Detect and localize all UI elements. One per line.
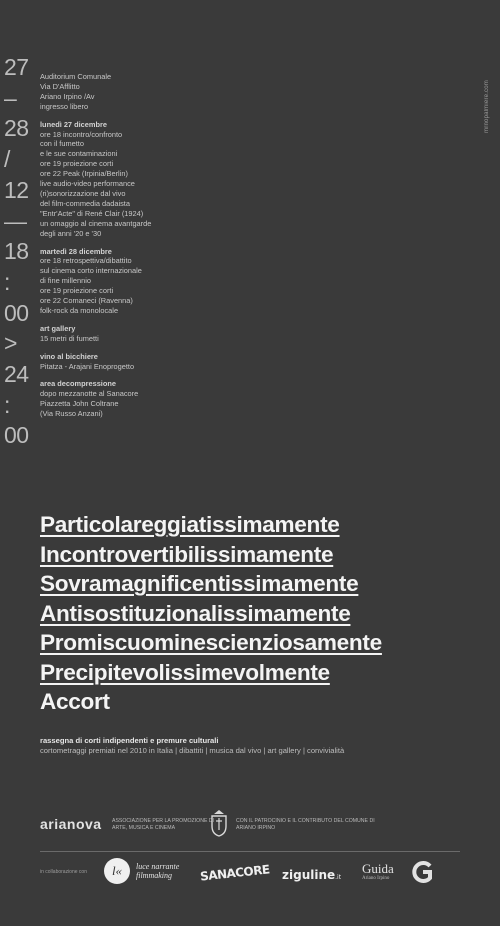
date-glyph: 27 [4, 54, 29, 80]
organizers-row [40, 808, 480, 844]
day1-line: live audio-video performance [40, 179, 135, 189]
sponsors-row [40, 856, 480, 896]
day2-line: ore 22 Comaneci (Ravenna) [40, 296, 133, 306]
day1-line: ore 22 Peak (Irpinia/Berlin) [40, 169, 128, 179]
sanacore-logo: SANACORE [199, 862, 271, 884]
day1-line: (ri)sonorizzazione dal vivo [40, 188, 126, 198]
date-column [4, 52, 34, 451]
day2-line: folk-rock da monolocale [40, 305, 119, 315]
day2-heading: martedì 28 dicembre [40, 246, 112, 256]
vino-block [40, 352, 280, 372]
luce-narrante-text [136, 862, 179, 880]
date-glyph: : [4, 391, 10, 418]
date-glyph: 00 [4, 422, 29, 449]
area-line: dopo mezzanotte al Sanacore [40, 389, 139, 399]
art-line: 15 metri di fumetti [40, 333, 99, 343]
ziguline-name: ziguline [282, 868, 336, 882]
ziguline-suffix: .it [335, 874, 342, 881]
area-line: Piazzetta John Coltrane [40, 399, 119, 409]
day1-line: del film-commedia dadaista [40, 198, 130, 208]
date-glyph: – [4, 84, 17, 111]
headline-word: Particolareggiatissimamente [40, 512, 340, 537]
day1-block [40, 120, 280, 239]
day2-line: ore 19 proiezione corti [40, 286, 114, 296]
day1-line: e le sue contaminazioni [40, 149, 118, 159]
area-line: (Via Russo Anzani) [40, 409, 103, 419]
vino-line: Pitatza - Arajani Enoprogetto [40, 361, 135, 371]
vino-heading: vino al bicchiere [40, 351, 98, 361]
arianova-description: ASSOCIAZIONE PER LA PROMOZIONE DI ARTE, MUSICA E CINEMA [112, 818, 215, 831]
luce-narrante-name: luce narrante [136, 862, 180, 871]
date-glyph: 24 [4, 361, 29, 388]
rassegna-title: rassegna di corti indipendenti e premure culturali [40, 736, 219, 745]
day2-line: ore 18 retrospettiva/dibattito [40, 256, 132, 266]
headline-word: Antisostituzionalissimamente [40, 600, 351, 626]
day2-line: sul cinema corto internazionale [40, 266, 142, 276]
date-glyph: 18 [4, 238, 29, 265]
area-heading: area decompressione [40, 379, 116, 389]
luce-narrante-logo-icon [104, 858, 130, 884]
headline-word: Incontrovertibilissimamente [40, 541, 334, 567]
event-info [40, 72, 280, 427]
day1-line: degli anni '20 e '30 [40, 228, 102, 238]
day1-line: ore 19 proiezione corti [40, 159, 114, 169]
rassegna [40, 736, 344, 756]
venue-block [40, 72, 280, 112]
divider [40, 851, 460, 852]
date-glyph: / [4, 146, 10, 173]
day1-line: "Entr'Acte" di René Clair (1924) [40, 208, 144, 218]
date-glyph: 00 [4, 299, 29, 326]
day1-line: ore 18 incontro/confronto [40, 129, 123, 139]
headline-title: Accort [40, 689, 110, 714]
venue-line: Auditorium Comunale [40, 72, 112, 81]
luce-narrante-tag: filmmaking [136, 871, 172, 880]
headline-word: Promiscuominescienziosamente [40, 630, 382, 655]
guida-logo [362, 862, 394, 882]
headline-word: Precipitevolissimevolmente [40, 659, 330, 685]
guida-subtitle: Ariano Irpino [362, 876, 390, 881]
arianova-logo: arianova [40, 816, 102, 832]
date-glyph: — [4, 207, 27, 234]
luce-narrante-symbol: l« [111, 863, 123, 878]
guida-g-icon [412, 860, 434, 884]
patrocinio-text: CON IL PATROCINIO E IL CONTRIBUTO DEL COMUNE DI ARIANO IRPINO [236, 818, 375, 831]
date-glyph: 12 [4, 176, 29, 203]
guida-name: Guida [362, 861, 394, 876]
art-block [40, 324, 280, 344]
day1-line: un omaggio al cinema avantgarde [40, 218, 152, 228]
date-glyph: > [4, 330, 17, 357]
ziguline-logo [282, 868, 341, 882]
venue-line: Ariano Irpino /Av [40, 91, 95, 101]
date-glyph: : [4, 268, 10, 295]
day2-block [40, 247, 280, 316]
area-block [40, 379, 280, 419]
venue-line: ingresso libero [40, 101, 89, 111]
headline-words [40, 510, 490, 717]
day1-heading: lunedì 27 dicembre [40, 119, 107, 129]
art-heading: art gallery [40, 323, 76, 333]
side-credit: mrnopalmiere.com [484, 80, 490, 133]
venue-line: Via D'Afflitto [40, 81, 80, 91]
rassegna-subtitle: cortometraggi premiati nel 2010 in Italia | dibattiti | musica dal vivo | art gallery | convivialità [40, 746, 345, 755]
date-glyph: 28 [4, 115, 29, 142]
municipal-crest-icon [208, 808, 230, 838]
headline-word: Sovramagnificentissimamente [40, 571, 359, 596]
day2-line: di fine millennio [40, 276, 91, 286]
collab-label: in collaborazione con [40, 869, 87, 875]
day1-line: con il fumetto [40, 139, 84, 149]
